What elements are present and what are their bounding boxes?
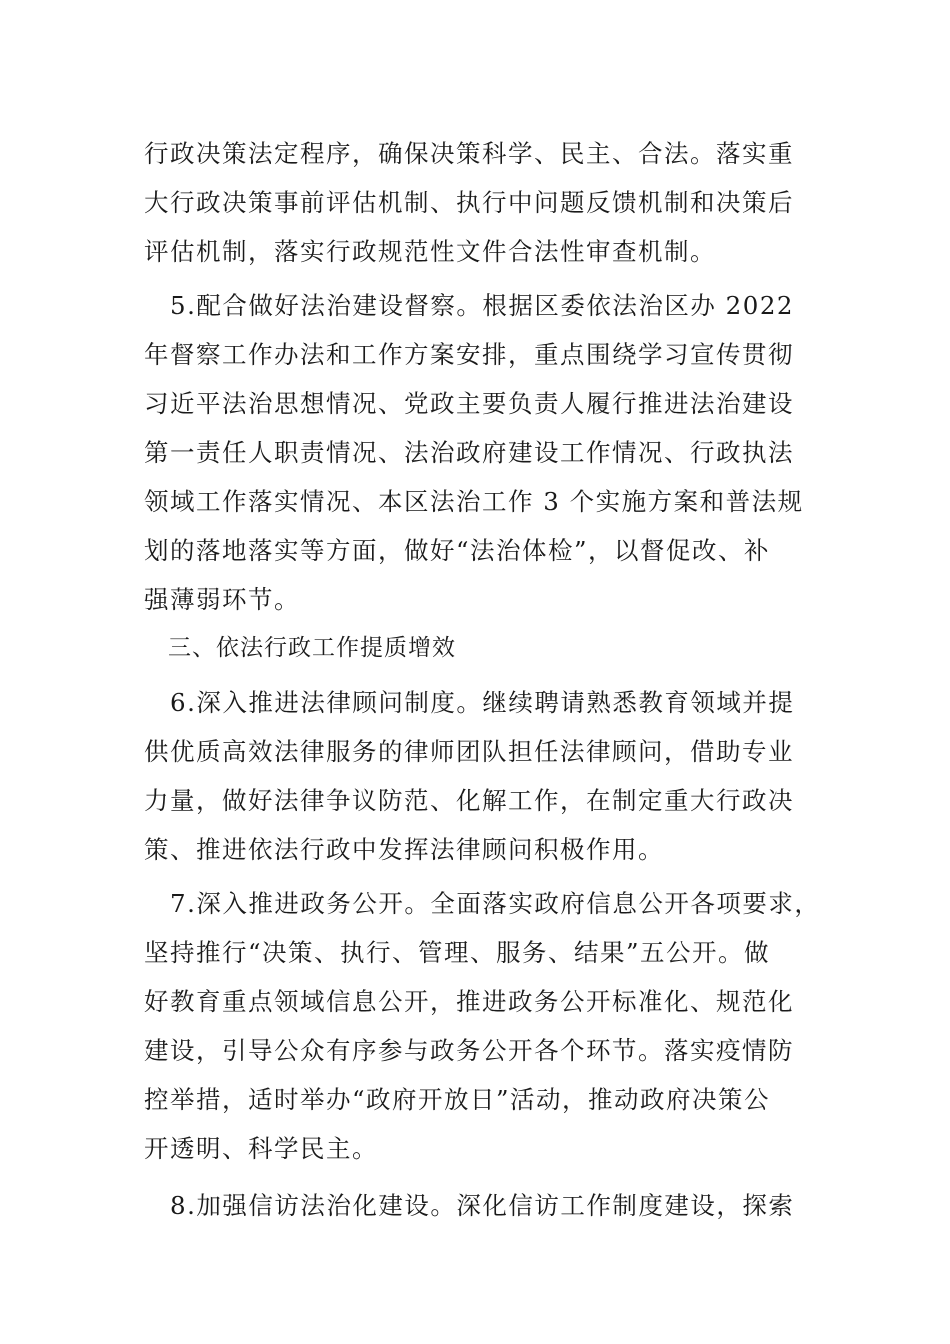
paragraph-line: 大行政决策事前评估机制、执行中问题反馈机制和决策后 — [144, 188, 794, 217]
paragraph-line: 评估机制，落实行政规范性文件合法性审查机制。 — [144, 237, 716, 266]
paragraph-line: 力量，做好法律争议防范、化解工作，在制定重大行政决 — [144, 786, 794, 815]
section-heading: 三、依法行政工作提质增效 — [144, 635, 456, 661]
item-6-line: 6.深入推进法律顾问制度。继续聘请熟悉教育领域并提 — [144, 688, 795, 717]
paragraph-line: 年督察工作办法和工作方案安排，重点围绕学习宣传贯彻 — [144, 340, 794, 369]
paragraph-line: 策、推进依法行政中发挥法律顾问积极作用。 — [144, 835, 664, 864]
item-8-line: 8.加强信访法治化建设。深化信访工作制度建设，探索 — [144, 1191, 795, 1220]
paragraph-line: 习近平法治思想情况、党政主要负责人履行推进法治建设 — [144, 389, 794, 418]
paragraph-line: 强薄弱环节。 — [144, 585, 300, 614]
item-7-line: 7.深入推进政务公开。全面落实政府信息公开各项要求， — [144, 889, 821, 918]
paragraph-line: 领域工作落实情况、本区法治工作 3 个实施方案和普法规 — [144, 487, 804, 516]
item-5-line: 5.配合做好法治建设督察。根据区委依法治区办 2022 — [144, 291, 795, 320]
paragraph-line: 建设，引导公众有序参与政务公开各个环节。落实疫情防 — [144, 1036, 794, 1065]
paragraph-line: 坚持推行“决策、执行、管理、服务、结果”五公开。做 — [144, 938, 771, 967]
paragraph-line: 第一责任人职责情况、法治政府建设工作情况、行政执法 — [144, 438, 794, 467]
paragraph-line: 行政决策法定程序，确保决策科学、民主、合法。落实重 — [144, 139, 794, 168]
paragraph-line: 控举措，适时举办“政府开放日”活动，推动政府决策公 — [144, 1085, 771, 1114]
paragraph-line: 划的落地落实等方面，做好“法治体检”，以督促改、补 — [144, 536, 771, 565]
paragraph-line: 开透明、科学民主。 — [144, 1134, 378, 1163]
paragraph-line: 供优质高效法律服务的律师团队担任法律顾问，借助专业 — [144, 737, 794, 766]
paragraph-line: 好教育重点领域信息公开，推进政务公开标准化、规范化 — [144, 987, 794, 1016]
document-body — [144, 129, 824, 1230]
